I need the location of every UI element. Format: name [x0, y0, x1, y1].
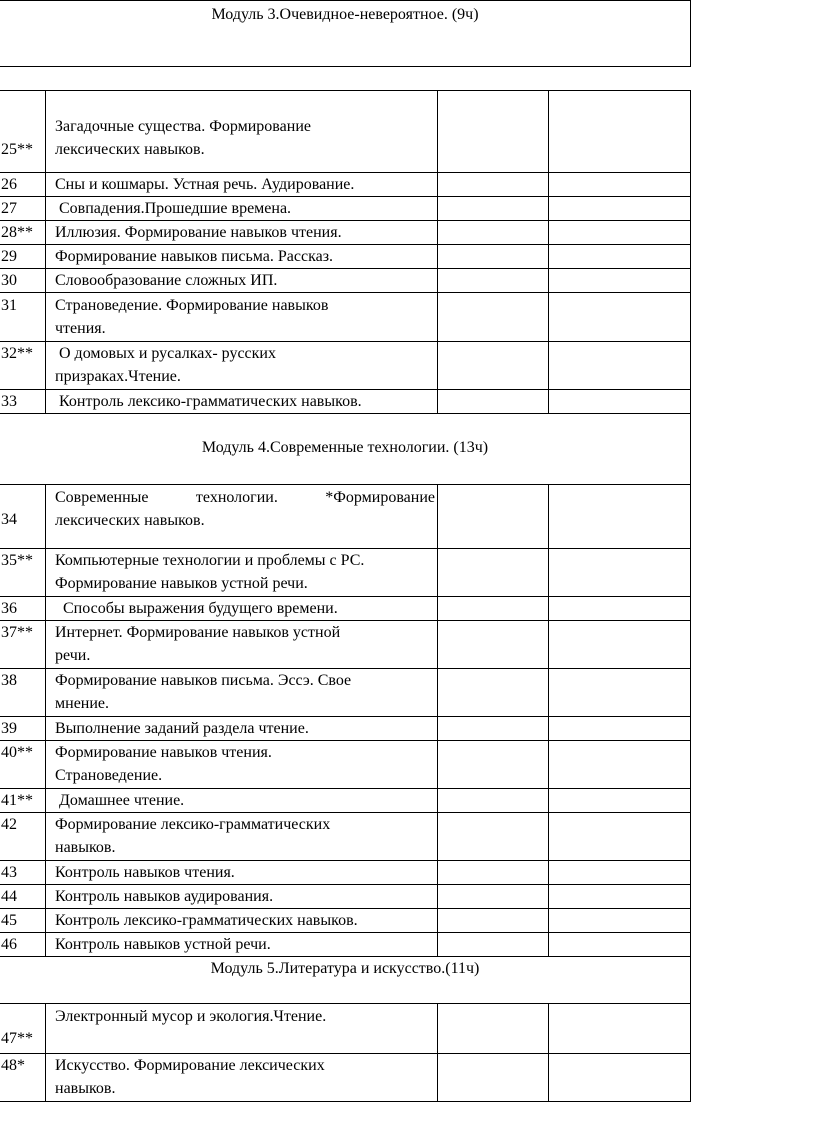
lesson-topic: Иллюзия. Формирование навыков чтения. — [55, 224, 342, 241]
lesson-number: 44 — [1, 888, 17, 905]
lesson-number: 45 — [1, 912, 17, 929]
lesson-number: 46 — [1, 936, 17, 953]
lesson-topic: Формирование навыков письма. Эссэ. Свое — [55, 672, 352, 689]
lesson-number: 29 — [1, 248, 17, 265]
lesson-topic: Формирование навыков чтения. — [55, 744, 272, 761]
module-title: Модуль 4.Современные технологии. (13ч) — [201, 439, 489, 456]
lesson-topic-wrapper — [55, 486, 435, 509]
lesson-topic: Словообразование сложных ИП. — [55, 272, 278, 289]
lesson-topic: мнение. — [55, 695, 110, 712]
lesson-number: 36 — [1, 600, 17, 617]
lesson-topic: Контроль навыков чтения. — [55, 864, 235, 881]
lesson-topic: Интернет. Формирование навыков устной — [55, 624, 341, 641]
lesson-topic: Контроль лексико-грамматических навыков. — [55, 912, 358, 929]
lesson-topic: Страноведение. Формирование навыков — [55, 297, 329, 314]
lesson-number: 32** — [1, 345, 33, 362]
module-title: Модуль 3.Очевидное-невероятное. (9ч) — [211, 6, 479, 23]
lesson-number: 41** — [1, 792, 33, 809]
lesson-topic: Контроль навыков аудирования. — [55, 888, 274, 905]
module-3-header-box — [0, 0, 691, 67]
lesson-topic: Электронный мусор и экология.Чтение. — [55, 1008, 327, 1025]
lesson-number: 38 — [1, 672, 17, 689]
lesson-topic: Формирование навыков устной речи. — [55, 575, 308, 592]
lesson-topic: навыков. — [55, 1080, 116, 1097]
lesson-number: 43 — [1, 864, 17, 881]
lesson-topic: Современные технологии. *Формирование — [55, 489, 435, 506]
lesson-topic: Формирование навыков письма. Рассказ. — [55, 248, 334, 265]
lesson-topic: Искусство. Формирование лексических — [55, 1057, 325, 1074]
lesson-topic: лексических навыков. — [55, 141, 205, 158]
lesson-topic: Контроль лексико-грамматических навыков. — [55, 393, 362, 410]
lesson-topic: Способы выражения будущего времени. — [55, 600, 338, 617]
lesson-topic: навыков. — [55, 839, 116, 856]
lesson-number: 40** — [1, 744, 33, 761]
lesson-topic: Контроль навыков устной речи. — [55, 936, 271, 953]
lesson-number: 31 — [1, 297, 17, 314]
lesson-number: 47** — [1, 1030, 33, 1047]
lesson-number: 26 — [1, 176, 17, 193]
lesson-number: 27 — [1, 200, 17, 217]
lesson-number: 30 — [1, 272, 17, 289]
lesson-topic: Совпадения.Прошедшие времена. — [55, 200, 292, 217]
lesson-topic: Компьютерные технологии и проблемы с РС. — [55, 552, 365, 569]
lesson-topic: Формирование лексико-грамматических — [55, 816, 331, 833]
lesson-topic: призраках.Чтение. — [55, 368, 181, 385]
lesson-number: 35** — [1, 552, 33, 569]
lesson-topic: О домовых и русалках- русских — [55, 345, 276, 362]
lesson-number: 37** — [1, 624, 33, 641]
lesson-topic: речи. — [55, 647, 91, 664]
lesson-topic: Выполнение заданий раздела чтение. — [55, 720, 309, 737]
lesson-number: 42 — [1, 816, 17, 833]
lesson-topic: Сны и кошмары. Устная речь. Аудирование. — [55, 176, 355, 193]
module-title: Модуль 5.Литература и искусство.(11ч) — [210, 960, 480, 977]
lesson-number: 34 — [1, 511, 17, 528]
lesson-number: 48* — [1, 1057, 25, 1074]
lesson-number: 39 — [1, 720, 17, 737]
lesson-number: 28** — [1, 224, 33, 241]
lesson-topic: Загадочные существа. Формирование — [55, 118, 311, 135]
lesson-number: 25** — [1, 141, 33, 158]
lesson-topic: Страноведение. — [55, 767, 163, 784]
lesson-topic: Домашнее чтение. — [55, 792, 185, 809]
lesson-topic: лексических навыков. — [55, 512, 205, 529]
lesson-number: 33 — [1, 393, 17, 410]
lesson-topic: чтения. — [55, 320, 106, 337]
